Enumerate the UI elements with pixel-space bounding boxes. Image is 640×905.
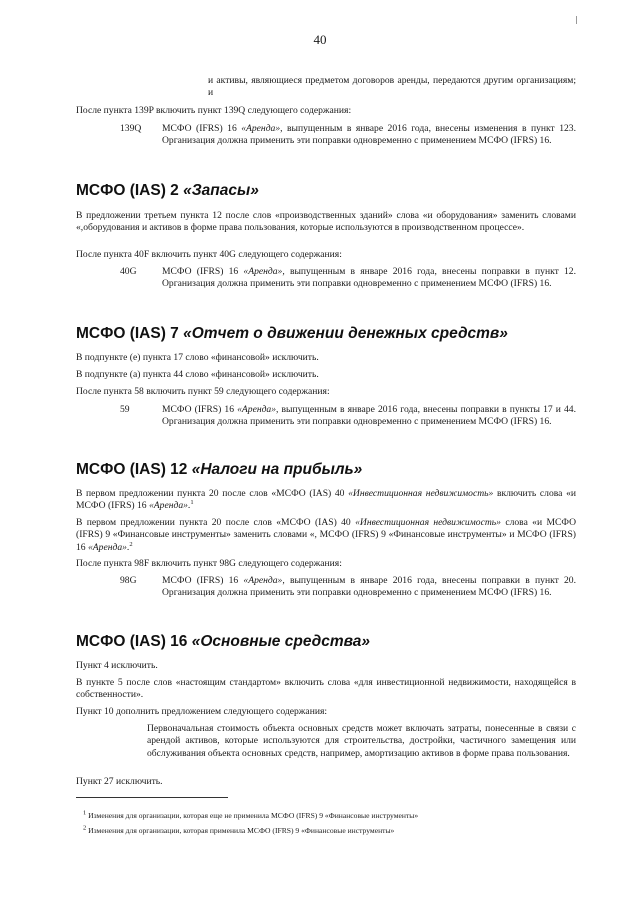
para-num-98g: 98G bbox=[120, 575, 137, 586]
ias16-quote: Первоначальная стоимость объекта основных средств может включать затраты, понесенные в связи с арендой активов, которые используются для строительства, достройки, частичного замещения или обслуживания объекта основных средств, например, амортизацию активов в форме права пользования. bbox=[147, 723, 576, 759]
para-num-139q: 139Q bbox=[120, 123, 142, 134]
ias2-para-1: В предложении третьем пункта 12 после слов «производственных зданий» слова «и оборудования» заменить словами «,оборудования и активов в форме права пользования, которые используются в производственном процессе». bbox=[76, 210, 576, 234]
heading-ias16: МСФО (IAS) 16 «Основные средства» bbox=[76, 633, 371, 650]
ias16-para-2: В пункте 5 после слов «настоящим стандартом» включить слова «для инвестиционной недвижимости, находящейся в собственности». bbox=[76, 677, 576, 701]
ias2-para-2: После пункта 40F включить пункт 40G следующего содержания: bbox=[76, 249, 342, 260]
ias7-para-3: После пункта 58 включить пункт 59 следующего содержания: bbox=[76, 386, 330, 397]
heading-ias12: МСФО (IAS) 12 «Налоги на прибыль» bbox=[76, 461, 363, 478]
continuation-text: и активы, являющиеся предметом договоров аренды, передаются другим организациям; и bbox=[208, 75, 576, 99]
footnote-1: $^1$ Изменения для организации, которая еще не применила МСФО (IFRS) 9 «Финансовые инструменты» bbox=[83, 809, 419, 820]
footnote-divider bbox=[76, 797, 228, 798]
para-40g: МСФО (IFRS) 16 «Аренда», выпущенным в январе 2016 года, внесены поправки в пункт 12. Организация должна применить эти поправки одновременно с применением МСФО (IFRS) 16. bbox=[162, 266, 576, 290]
ias12-para-3: После пункта 98F включить пункт 98G следующего содержания: bbox=[76, 558, 342, 569]
heading-ias7: МСФО (IAS) 7 «Отчет о движении денежных средств» bbox=[76, 325, 508, 342]
para-59: МСФО (IFRS) 16 «Аренда», выпущенным в январе 2016 года, внесены поправки в пункты 17 и 44. Организация должна применить эти поправки одновременно с применением МСФО (IFRS) 16. bbox=[162, 404, 577, 428]
footnote-2: $^2$ Изменения для организации, которая применила МСФО (IFRS) 9 «Финансовые инструменты» bbox=[83, 824, 395, 835]
ias7-para-2: В подпункте (a) пункта 44 слово «финансовой» исключить. bbox=[76, 369, 319, 380]
ias16-para-3: Пункт 10 дополнить предложением следующего содержания: bbox=[76, 706, 328, 717]
ias7-para-1: В подпункте (e) пункта 17 слово «финансовой» исключить. bbox=[76, 352, 319, 363]
para-139q: МСФО (IFRS) 16 «Аренда», выпущенным в январе 2016 года, внесены изменения в пункт 123. Организация должна применить эти поправки одновременно с применением МСФО (IFRS) 16. bbox=[162, 123, 576, 147]
page-number: 40 bbox=[313, 32, 327, 47]
intro-139q: После пункта 139P включить пункт 139Q следующего содержания: bbox=[76, 105, 352, 116]
heading-ias2: МСФО (IAS) 2 «Запасы» bbox=[76, 182, 259, 199]
para-num-40g: 40G bbox=[120, 266, 137, 277]
ias16-para-4: Пункт 27 исключить. bbox=[76, 776, 163, 787]
ias12-para-2: В первом предложении пункта 20 после слов «МСФО (IAS) 40 «Инвестиционная недвижимость» слова «и МСФО (IFRS) 9 «Финансовые инструменты» заменить словами «, МСФО (IFRS) 9 «Финансовые инструменты» и МСФО (IFRS) 16 «Аренда».$^2$ bbox=[76, 517, 577, 553]
para-num-59: 59 bbox=[120, 404, 130, 415]
scan-mark bbox=[576, 16, 577, 24]
ias12-para-1: В первом предложении пункта 20 после слов «МСФО (IAS) 40 «Инвестиционная недвижимость» включить слова «и МСФО (IFRS) 16 «Аренда».$^1$ bbox=[76, 488, 576, 512]
ias16-para-1: Пункт 4 исключить. bbox=[76, 660, 158, 671]
para-98g: МСФО (IFRS) 16 «Аренда», выпущенным в январе 2016 года, внесены поправки в пункт 20. Организация должна применить эти поправки одновременно с применением МСФО (IFRS) 16. bbox=[162, 575, 576, 599]
